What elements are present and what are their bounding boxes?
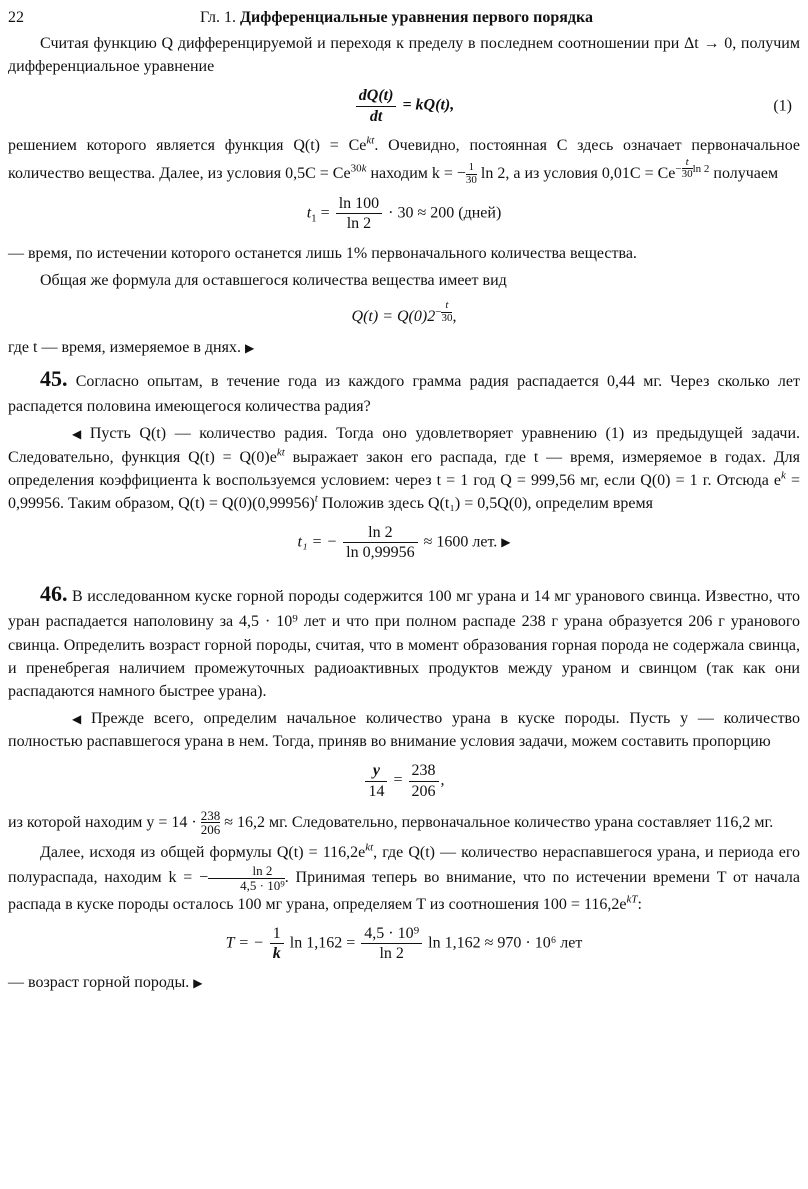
- eq1-fraction: $\frac{dQ(t)}{dt}$: [356, 86, 397, 125]
- problem-45-solution: ◀ Пусть Q(t) — количество радия. Тогда оно удовлетворяет уравнению (1) из предыдущей задачи. Следовательно, функция $Q(t) = Q(0)e^{kt}$ выражает закон его распада, где t — время, измеряемое в годах. Для определения коэффициента k воспользуемся условием: через t = 1 год Q = 999,56 мг, если Q(0) = 1 г. Отсюда $e^k = 0,99956$. Таким образом, $Q(t) = Q(0)(0,99956)^t$ Положив здесь Q(t₁) = 0,5Q(0), определим время: [8, 425, 801, 512]
- running-title: Гл. 1. Дифференциальные уравнения первого порядка: [200, 9, 593, 26]
- solution-start-icon: ◀: [72, 427, 82, 442]
- end-of-solution-icon: ▶: [501, 535, 511, 550]
- solution-start-icon: ◀: [72, 712, 82, 727]
- paragraph-days: где t — время, измеряемое в днях. ▶: [8, 339, 255, 357]
- paragraph-general-formula: Общая же формула для оставшегося количества вещества имеет вид: [40, 271, 507, 289]
- equation-6: T = − $\frac{1}{k}$ ln 1,162 = $\frac{\text{4,5 · 10⁹}}{\ln 2}$ ln 1,162 ≈ 970 · 10⁶ лет: [225, 924, 583, 962]
- paragraph-after-eq2: — время, по истечении которого останется лишь 1% первоначального количества вещества.: [8, 244, 637, 262]
- end-of-solution-icon: ▶: [193, 976, 203, 991]
- paragraph-after-eq5: из которой находим y = 14 · $\frac{238}{206}$ ≈ 16,2 мг. Следовательно, первоначальное количество урана составляет 116,2 мг.: [8, 807, 774, 838]
- problem-46-solution-2: Далее, исходя из общей формулы $Q(t) = 116,2e^{kt}$, где Q(t) — количество нераспавшегося урана, и периода его полураспада, находим k = − $\frac{\ln 2}{\text{4,5 · 10⁹}}$ . Принимая теперь во внимание, что по истечении времени T от начала распада в куске породы осталось 100 мг урана, определяем T из соотношения $100 = 116,2e^{kT}$:: [8, 841, 801, 913]
- equation-3: $Q(t) = Q(0)2^{- \frac{t}{30}}$ ,: [351, 298, 457, 325]
- problem-46: 46. В исследованном куске горной породы содержится 100 мг урана и 14 мг уранового свинца. Известно, что уран распадается наполовину за 4,5 · 10⁹ лет и что при полном распаде 238 г урана образуется 206 г уранового свинца. Определить возраст горной породы, считая, что в момент образования горная порода не содержала свинца, и пренебрегая наличием промежуточных радиоактивных продуктов между ураном и свинцом (так как они распадаются намного быстрее урана).: [8, 581, 801, 700]
- paragraph-intro: Считая функцию Q дифференцируемой и переходя к пределу в последнем соотношении при Δt → 0, получим дифференциальное уравнение: [8, 35, 800, 76]
- equation-2: $t_1$ = $\frac{\ln 100}{\ln 2}$ · 30 ≈ 200 (дней): [306, 195, 502, 233]
- equation-number: (1): [773, 97, 792, 115]
- problem-46-solution-1: ◀ Прежде всего, определим начальное количество урана в куске породы. Пусть y — количество полностью распавшегося урана в нем. Тогда, приняв во внимание условия задачи, можем составить пропорцию: [8, 710, 801, 751]
- paragraph-solution: решением которого является функция $Q(t) = Ce^{kt}$. Очевидно, постоянная C здесь означает первоначальное количество вещества. Далее, из условия $0,5C = Ce^{30k}$ находим k = − $\frac{1}{30}$ ln 2, а из условия $0,01C = Ce^{- \frac{t}{30} ln 2}$ получаем: [8, 134, 800, 186]
- problem-45: 45. Согласно опытам, в течение года из каждого грамма радия распадается 0,44 мг. Через сколько лет распадется половина имеющегося количества радия?: [8, 366, 800, 416]
- page-header: [8, 4, 800, 32]
- equation-4: t₁ = − $\frac{\ln 2}{\ln 0,99956}$ ≈ 1600 лет. ▶: [297, 524, 511, 562]
- paragraph-final: — возраст горной породы. ▶: [8, 974, 203, 992]
- equation-5: $\frac{y}{14}$ = $\frac{238}{206}$ ,: [8, 761, 800, 800]
- page-number: 22: [8, 9, 24, 26]
- equation-1: $\frac{dQ(t)}{dt}$ = kQ(t), (1): [8, 86, 800, 125]
- end-of-solution-icon: ▶: [244, 341, 255, 356]
